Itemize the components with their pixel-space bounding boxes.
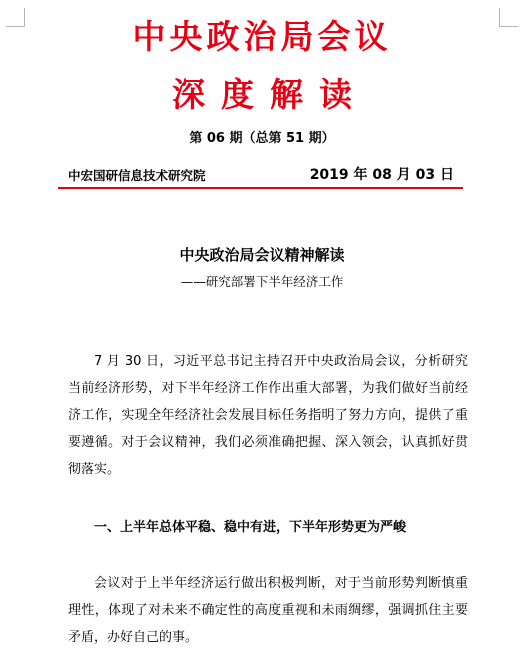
article-subtitle: ——研究部署下半年经济工作 (180, 274, 344, 289)
article-title: 中央政治局会议精神解读 (179, 246, 345, 264)
paragraph-intro: 7 月 30 日，习近平总书记主持召开中央政治局会议，分析研究当前经济形势，对下半年经济工作作出重大部署，为我们做好当前经济工作，实现全年经济社会发展目标任务指明了努力方向，提供了重要遵循。对于会议精神，我们必须准确把握、深入领会，认真抓好贯彻落实。 (68, 354, 468, 477)
publish-date: 2019 年 08 月 03 日 (309, 167, 454, 183)
organization-name: 中宏国研信息技术研究院 (68, 168, 206, 183)
masthead-title-line2: 深度解读 (172, 75, 368, 114)
masthead-title-line1: 中央政治局会议 (132, 17, 392, 56)
issue-number: 第 06 期（总第 51 期） (189, 131, 335, 146)
paragraph-section1: 会议对于上半年经济运行做出积极判断，对于当前形势判断慎重理性，体现了对未来不确定性的高度重视和未雨绸缪，强调抓住主要矛盾，办好自己的事。 (68, 576, 468, 645)
header-divider (58, 187, 463, 189)
section-heading-1: 一、上半年总体平稳、稳中有进，下半年形势更为严峻 (94, 520, 407, 535)
